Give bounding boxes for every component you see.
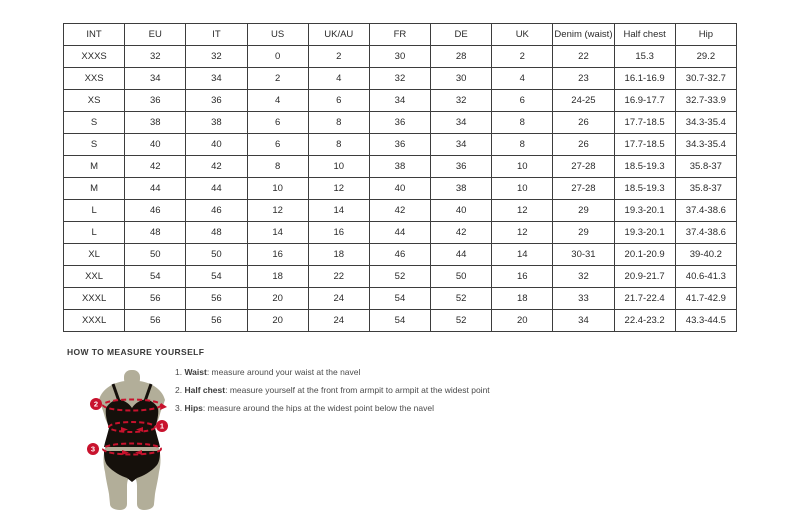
instruction-number: 3. <box>175 403 183 413</box>
table-cell: 17.7-18.5 <box>614 112 675 134</box>
table-cell: 10 <box>492 156 553 178</box>
table-cell: 22 <box>308 266 369 288</box>
size-chart-body <box>64 46 737 332</box>
instruction-number: 1. <box>175 367 183 377</box>
table-row <box>64 112 737 134</box>
column-header: US <box>247 24 308 46</box>
table-cell: 12 <box>492 200 553 222</box>
column-header: UK <box>492 24 553 46</box>
table-cell: 10 <box>308 156 369 178</box>
table-cell: 16.9-17.7 <box>614 90 675 112</box>
marker-hips <box>87 443 99 455</box>
table-cell: 19.3-20.1 <box>614 200 675 222</box>
table-cell: 18.5-19.3 <box>614 178 675 200</box>
table-cell: 23 <box>553 68 614 90</box>
table-cell: M <box>64 178 125 200</box>
table-cell: 34.3-35.4 <box>675 134 736 156</box>
table-cell: 54 <box>369 310 430 332</box>
column-header: DE <box>431 24 492 46</box>
table-cell: 36 <box>369 134 430 156</box>
table-cell: 6 <box>247 134 308 156</box>
table-cell: 32 <box>369 68 430 90</box>
table-cell: XS <box>64 90 125 112</box>
table-cell: 54 <box>186 266 247 288</box>
table-cell: 0 <box>247 46 308 68</box>
table-row <box>64 90 737 112</box>
table-cell: 48 <box>125 222 186 244</box>
marker-half-chest <box>90 398 102 410</box>
table-row <box>64 46 737 68</box>
table-cell: 16 <box>247 244 308 266</box>
table-cell: 50 <box>431 266 492 288</box>
table-cell: L <box>64 200 125 222</box>
table-cell: 54 <box>369 288 430 310</box>
table-cell: 29 <box>553 222 614 244</box>
table-cell: 15.3 <box>614 46 675 68</box>
column-header: Denim (waist) <box>553 24 614 46</box>
table-cell: 18 <box>247 266 308 288</box>
column-header: EU <box>125 24 186 46</box>
table-cell: M <box>64 156 125 178</box>
table-cell: 46 <box>125 200 186 222</box>
table-cell: 24 <box>308 288 369 310</box>
table-cell: 38 <box>431 178 492 200</box>
table-cell: 22 <box>553 46 614 68</box>
column-header: Hip <box>675 24 736 46</box>
table-cell: 8 <box>308 112 369 134</box>
table-cell: 40 <box>186 134 247 156</box>
table-cell: 14 <box>492 244 553 266</box>
table-cell: 34 <box>553 310 614 332</box>
instruction-text: : measure yourself at the front from armpit to armpit at the widest point <box>225 385 490 395</box>
marker-half-chest-number: 2 <box>93 399 99 409</box>
table-cell: XXXL <box>64 288 125 310</box>
column-header: FR <box>369 24 430 46</box>
table-cell: XXS <box>64 68 125 90</box>
instruction-number: 2. <box>175 385 183 395</box>
table-cell: XXXL <box>64 310 125 332</box>
table-cell: 16 <box>308 222 369 244</box>
table-cell: 20.9-21.7 <box>614 266 675 288</box>
table-cell: 30 <box>431 68 492 90</box>
marker-waist-number: 1 <box>159 421 165 431</box>
table-cell: 37.4-38.6 <box>675 222 736 244</box>
table-cell: 18.5-19.3 <box>614 156 675 178</box>
size-chart-header <box>64 24 737 46</box>
table-cell: 8 <box>247 156 308 178</box>
table-cell: 43.3-44.5 <box>675 310 736 332</box>
table-cell: 21.7-22.4 <box>614 288 675 310</box>
table-cell: 32 <box>186 46 247 68</box>
table-cell: 46 <box>369 244 430 266</box>
table-cell: 8 <box>492 134 553 156</box>
measure-instructions <box>175 366 490 420</box>
table-cell: 16.1-16.9 <box>614 68 675 90</box>
table-cell: 54 <box>125 266 186 288</box>
table-cell: 40.6-41.3 <box>675 266 736 288</box>
table-cell: 17.7-18.5 <box>614 134 675 156</box>
column-header: UK/AU <box>308 24 369 46</box>
instruction-text: : measure around your waist at the navel <box>206 367 361 377</box>
table-cell: 38 <box>369 156 430 178</box>
table-cell: 41.7-42.9 <box>675 288 736 310</box>
table-cell: 32.7-33.9 <box>675 90 736 112</box>
table-cell: 30.7-32.7 <box>675 68 736 90</box>
table-cell: 20 <box>247 310 308 332</box>
column-header: INT <box>64 24 125 46</box>
table-cell: 39-40.2 <box>675 244 736 266</box>
table-cell: 27-28 <box>553 178 614 200</box>
table-cell: 56 <box>125 310 186 332</box>
table-row <box>64 222 737 244</box>
table-cell: 20.1-20.9 <box>614 244 675 266</box>
table-cell: 16 <box>492 266 553 288</box>
table-cell: 34 <box>186 68 247 90</box>
table-cell: 36 <box>186 90 247 112</box>
table-cell: 34 <box>431 134 492 156</box>
table-cell: 4 <box>492 68 553 90</box>
marker-hips-number: 3 <box>90 444 96 454</box>
table-cell: 20 <box>492 310 553 332</box>
instruction-text: : measure around the hips at the widest point below the navel <box>202 403 434 413</box>
table-cell: 42 <box>431 222 492 244</box>
table-row <box>64 244 737 266</box>
table-cell: 52 <box>431 288 492 310</box>
table-cell: 38 <box>186 112 247 134</box>
table-cell: 32 <box>431 90 492 112</box>
table-cell: 44 <box>369 222 430 244</box>
table-cell: 14 <box>308 200 369 222</box>
table-cell: 8 <box>308 134 369 156</box>
table-cell: 40 <box>369 178 430 200</box>
table-cell: 46 <box>186 200 247 222</box>
measure-instruction <box>175 366 490 379</box>
table-cell: 33 <box>553 288 614 310</box>
table-cell: 50 <box>125 244 186 266</box>
table-cell: XXXS <box>64 46 125 68</box>
table-cell: 22.4-23.2 <box>614 310 675 332</box>
column-header: IT <box>186 24 247 46</box>
table-cell: 52 <box>369 266 430 288</box>
table-cell: 56 <box>186 310 247 332</box>
table-cell: 44 <box>431 244 492 266</box>
table-cell: 4 <box>308 68 369 90</box>
table-cell: S <box>64 112 125 134</box>
table-cell: 12 <box>247 200 308 222</box>
table-cell: 2 <box>308 46 369 68</box>
table-cell: 40 <box>125 134 186 156</box>
table-cell: 35.8-37 <box>675 156 736 178</box>
table-cell: 30 <box>369 46 430 68</box>
table-cell: 2 <box>492 46 553 68</box>
instruction-keyword: Waist <box>184 367 207 377</box>
table-cell: 42 <box>369 200 430 222</box>
table-cell: 34 <box>125 68 186 90</box>
table-cell: XL <box>64 244 125 266</box>
table-cell: 36 <box>369 112 430 134</box>
table-cell: 36 <box>125 90 186 112</box>
table-cell: 14 <box>247 222 308 244</box>
column-header: Half chest <box>614 24 675 46</box>
table-cell: XXL <box>64 266 125 288</box>
table-row <box>64 200 737 222</box>
table-cell: 19.3-20.1 <box>614 222 675 244</box>
marker-waist <box>156 420 168 432</box>
table-cell: 40 <box>431 200 492 222</box>
instruction-keyword: Hips <box>184 403 203 413</box>
table-cell: 42 <box>186 156 247 178</box>
table-cell: 37.4-38.6 <box>675 200 736 222</box>
table-cell: 38 <box>125 112 186 134</box>
table-cell: 2 <box>247 68 308 90</box>
table-cell: S <box>64 134 125 156</box>
table-cell: 8 <box>492 112 553 134</box>
table-cell: 20 <box>247 288 308 310</box>
table-cell: 27-28 <box>553 156 614 178</box>
table-cell: 28 <box>431 46 492 68</box>
table-cell: 10 <box>247 178 308 200</box>
table-cell: 6 <box>247 112 308 134</box>
table-row <box>64 68 737 90</box>
table-cell: 10 <box>492 178 553 200</box>
table-cell: 56 <box>186 288 247 310</box>
table-row <box>64 156 737 178</box>
table-cell: 6 <box>308 90 369 112</box>
table-cell: 4 <box>247 90 308 112</box>
table-cell: 34.3-35.4 <box>675 112 736 134</box>
instruction-keyword: Half chest <box>184 385 226 395</box>
table-cell: L <box>64 222 125 244</box>
table-cell: 32 <box>553 266 614 288</box>
table-row <box>64 266 737 288</box>
table-cell: 29 <box>553 200 614 222</box>
table-cell: 34 <box>369 90 430 112</box>
table-cell: 18 <box>308 244 369 266</box>
header-row <box>64 24 737 46</box>
table-cell: 52 <box>431 310 492 332</box>
table-cell: 18 <box>492 288 553 310</box>
table-cell: 24 <box>308 310 369 332</box>
table-cell: 24-25 <box>553 90 614 112</box>
size-chart-table <box>63 23 737 332</box>
measure-section-heading: HOW TO MEASURE YOURSELF <box>67 347 205 357</box>
table-cell: 48 <box>186 222 247 244</box>
table-cell: 50 <box>186 244 247 266</box>
table-row <box>64 134 737 156</box>
table-cell: 42 <box>125 156 186 178</box>
table-cell: 26 <box>553 134 614 156</box>
table-cell: 29.2 <box>675 46 736 68</box>
measure-instruction <box>175 384 490 397</box>
table-cell: 12 <box>492 222 553 244</box>
table-cell: 6 <box>492 90 553 112</box>
table-row <box>64 288 737 310</box>
table-row <box>64 310 737 332</box>
table-cell: 12 <box>308 178 369 200</box>
table-cell: 35.8-37 <box>675 178 736 200</box>
table-cell: 44 <box>186 178 247 200</box>
measure-instruction <box>175 402 490 415</box>
table-cell: 34 <box>431 112 492 134</box>
table-cell: 56 <box>125 288 186 310</box>
table-cell: 44 <box>125 178 186 200</box>
table-cell: 32 <box>125 46 186 68</box>
table-cell: 26 <box>553 112 614 134</box>
measurement-diagram <box>75 370 195 512</box>
table-row <box>64 178 737 200</box>
table-cell: 36 <box>431 156 492 178</box>
table-cell: 30-31 <box>553 244 614 266</box>
